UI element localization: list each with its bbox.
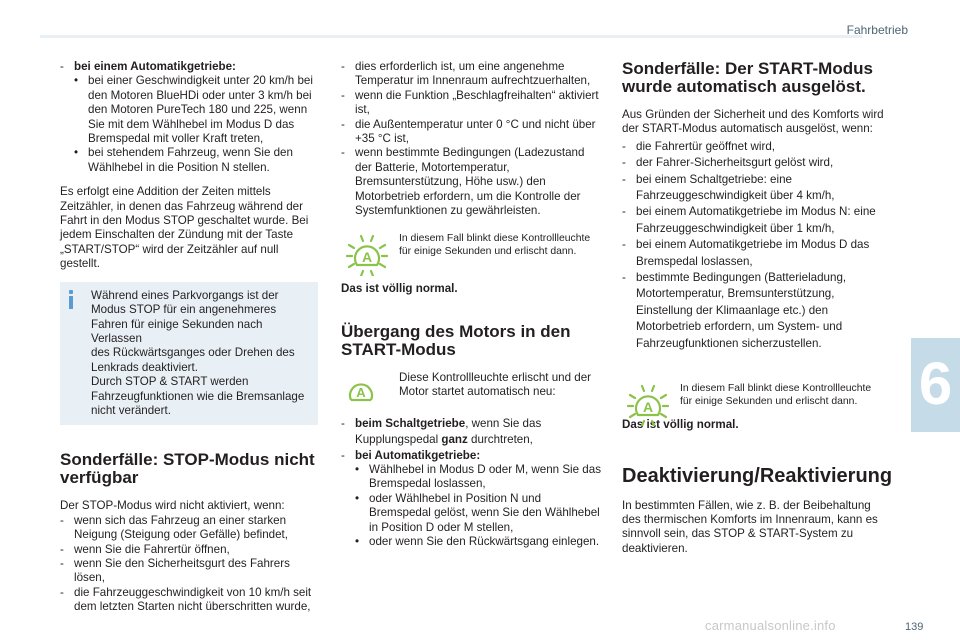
list-item: - wenn bestimmte Bedingungen (Ladezustand der Batterie, Motortemperatur, Bremsunterstützung, Höhe usw.) den Motorbetrieb erfordern, um die Kontrolle der Systemfunktionen zu gewährleisten. — [341, 146, 585, 218]
list-item: - die Fahrzeuggeschwindigkeit von 10 km/h seit dem letzten Starten nicht überschritten wurde, — [60, 585, 312, 614]
list-item: - wenn Sie den Sicherheitsgurt des Fahrers lösen, — [60, 556, 290, 585]
list-item: - die Fahrertür geöffnet wird, — [622, 139, 775, 153]
info-box — [60, 282, 318, 426]
deactivation-text: In bestimmten Fällen, wie z. B. der Beibehaltung des thermischen Komforts im Innenraum, kann es sinnvoll sein, das STOP & START-System zu deaktivieren. — [622, 498, 878, 555]
chapter-tab — [911, 338, 960, 432]
watermark: carmanualsonline.info — [705, 618, 836, 633]
list-item: • oder wenn Sie den Rückwärtsgang einlegen. — [355, 534, 600, 548]
warning-note — [341, 371, 603, 400]
section-title: Fahrbetrieb — [846, 23, 908, 37]
info-icon — [66, 290, 78, 310]
list-item: - bei Automatikgetriebe: — [341, 448, 481, 462]
list-item: - beim Schaltgetriebe, wenn Sie das Kupplungspedal ganz durchtreten, — [341, 416, 542, 447]
heading-start-triggered: Sonderfälle: Der START-Modus wurde automatisch ausgelöst. — [622, 59, 873, 96]
warning-text: Diese Kontrollleuchte erlischt und der Motor startet automatisch neu: — [399, 370, 592, 399]
warning-text: In diesem Fall blinkt diese Kontrollleuchte für einige Sekunden und erlischt dann. — [680, 383, 872, 408]
normal-note: Das ist völlig normal. — [341, 282, 458, 296]
warning-note — [622, 382, 884, 416]
info-text: Durch STOP & START werden Fahrzeugfunktionen wie die Bremsanlage nicht verändert. — [91, 375, 305, 417]
list-item: - bei einem Schaltgetriebe: eine Fahrzeuggeschwindigkeit über 4 km/h, — [622, 172, 835, 203]
list-item: - bei einem Automatikgetriebe: — [60, 60, 236, 73]
svg-text:A: A — [356, 384, 366, 400]
auto-gear-heading: bei einem Automatikgetriebe: — [74, 60, 236, 73]
stop-start-a-icon — [345, 232, 389, 280]
list-item: - dies erforderlich ist, um eine angenehme Temperatur im Innenraum aufrechtzuerhalten, — [341, 60, 591, 88]
chapter-number: 6 — [918, 350, 953, 417]
list-item: - wenn sich das Fahrzeug an einer starken Neigung (Steigung oder Gefälle) befindet, — [60, 513, 288, 542]
list-item: - bestimmte Bedingungen (Batterieladung, Motortemperatur, Bremsunterstützung, Einstellung der Klimaanlage etc.) den Motorbetrieb erfordern, um System- und Fahrzeugfunktionen sicherzustellen. — [622, 271, 847, 350]
info-text: des Rückwärtsganges oder Drehen des Lenkrads deaktiviert. — [91, 346, 295, 374]
stop-intro: Der STOP-Modus wird nicht aktiviert, wenn: — [60, 499, 285, 513]
column-left — [60, 60, 318, 615]
list-item: • oder Wählhebel in Position N und Bremspedal gelöst, wenn Sie den Wählhebel in Position D oder M stellen, — [355, 491, 600, 534]
paragraph-time-counter: Es erfolgt eine Addition der Zeiten mittels Zeitzähler, in denen das Fahrzeug während der Fahrt in den Modus STOP geschaltet wurde. Bei jedem Einschalten der Zündung mit der Taste „START/STOP“ wird der Zeitzähler auf null gestellt. — [60, 185, 309, 271]
list-item: • bei einer Geschwindigkeit unter 20 km/h bei den Motoren BlueHDi oder unter 3 km/h bei den Motoren PureTech 180 und 225, wenn Sie mit dem Wählhebel im Modus D das Bremspedal mit voller Kraft treten, — [74, 74, 313, 146]
svg-text:A: A — [361, 249, 373, 266]
list-item: - die Außentemperatur unter 0 °C und nicht über +35 °C ist, — [341, 117, 596, 146]
stop-start-a-icon — [345, 377, 377, 409]
column-middle — [341, 60, 603, 549]
warning-text: In diesem Fall blinkt diese Kontrollleuchte für einige Sekunden und erlischt dann. — [399, 233, 591, 258]
list-item: - wenn Sie die Fahrertür öffnen, — [60, 542, 230, 556]
stop-start-a-icon — [626, 382, 670, 430]
list-item: • bei stehendem Fahrzeug, wenn Sie den Wählhebel in die Position N stellen. — [74, 146, 293, 174]
normal-note: Das ist völlig normal. — [622, 418, 739, 432]
heading-deactivation: Deaktivierung/Reaktivierung — [622, 464, 893, 487]
page-number: 139 — [905, 621, 924, 633]
start-intro: Aus Gründen der Sicherheit und des Komforts wird der START-Modus automatisch ausgelöst, wenn: — [622, 108, 884, 136]
list-item: - wenn die Funktion „Beschlagfreihalten“ aktiviert ist, — [341, 88, 599, 117]
list-item: - bei einem Automatikgetriebe im Modus N: eine Fahrzeuggeschwindigkeit über 1 km/h, — [622, 205, 876, 235]
list-item: - bei einem Automatikgetriebe im Modus D das Bremspedal loslassen, — [622, 238, 870, 268]
warning-note — [341, 232, 603, 266]
column-right — [622, 59, 893, 556]
heading-stop-not-available: Sonderfälle: STOP-Modus nicht verfügbar — [60, 450, 315, 488]
list-item: • Wählhebel in Modus D oder M, wenn Sie das Bremspedal loslassen, — [355, 462, 601, 491]
header-rule — [40, 35, 862, 38]
svg-text:A: A — [642, 399, 654, 416]
list-item: - der Fahrer-Sicherheitsgurt gelöst wird, — [622, 156, 834, 170]
info-text: Während eines Parkvorgangs ist der Modus STOP für ein angenehmeres Fahren für einige Sekunden nach Verlassen — [91, 288, 279, 345]
heading-start-mode: Übergang des Motors in den START-Modus — [341, 321, 571, 359]
